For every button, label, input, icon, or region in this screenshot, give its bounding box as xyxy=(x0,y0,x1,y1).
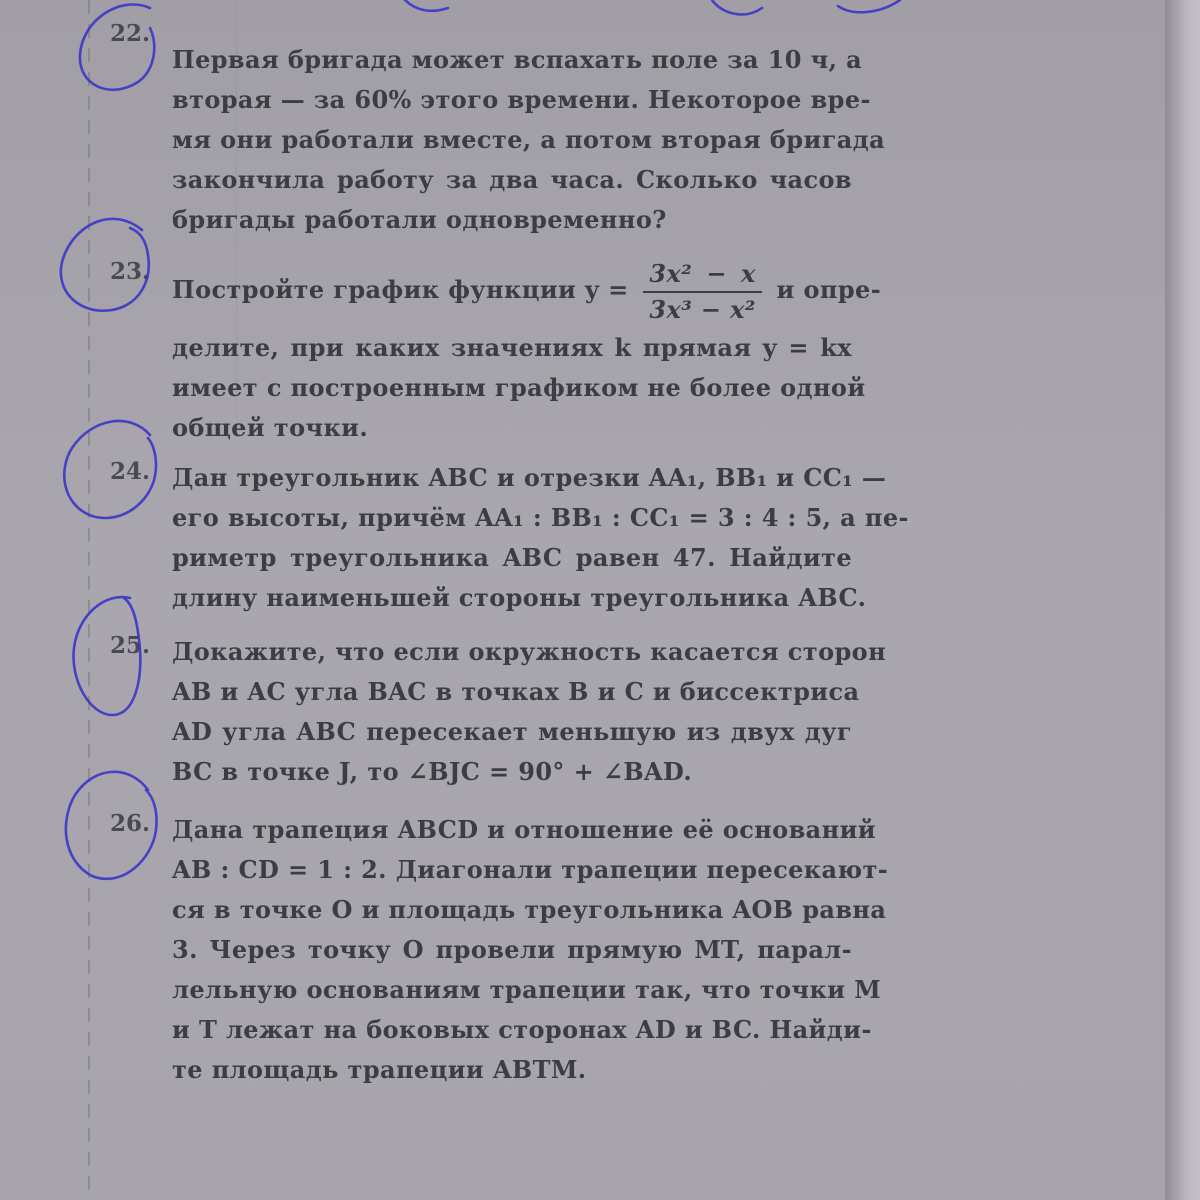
problem-number: 23. xyxy=(110,258,151,285)
text-line: имеет с построенным графиком не более одной xyxy=(172,373,866,402)
text-after-fraction: и опре- xyxy=(776,275,882,304)
problem-text xyxy=(172,632,887,792)
margin-rule xyxy=(88,0,90,1200)
pen-stroke-top-1 xyxy=(405,0,448,11)
problem-number: 24. xyxy=(110,458,151,485)
problem-25 xyxy=(110,632,887,792)
problem-text xyxy=(172,458,909,618)
problem-22 xyxy=(110,20,886,234)
text-line: Докажите, что если окружность касается сторон xyxy=(172,637,887,666)
pen-stroke-top-2 xyxy=(712,0,762,14)
text-line: те площадь трапеции ABTM. xyxy=(172,1055,587,1084)
text-line: общей точки. xyxy=(172,413,369,442)
text-line: Дана трапеция ABCD и отношение её оснований xyxy=(172,815,876,844)
problem-number: 22. xyxy=(110,20,151,47)
problem-number: 25. xyxy=(110,632,151,659)
pen-stroke-top-3 xyxy=(838,0,900,12)
problem-26 xyxy=(110,810,889,1100)
fraction-denominator: 3x³ − x² xyxy=(649,294,756,324)
problem-24 xyxy=(110,458,909,618)
underlying-page-edge xyxy=(1165,0,1200,1200)
fraction-numerator: 3x² − x xyxy=(643,257,761,293)
text-line: AD угла ABC пересекает меньшую из двух дуг xyxy=(172,717,852,746)
text-line: лельную основаниям трапеции так, что точки M xyxy=(172,975,882,1004)
text-line: его высоты, причём AA₁ : BB₁ : CC₁ = 3 : 4 : 5, а пе- xyxy=(172,503,909,532)
text-line: мя они работали вместе, а потом вторая бригада xyxy=(172,125,886,154)
text-line: Дан треугольник ABC и отрезки AA₁, BB₁ и CC₁ — xyxy=(172,463,887,492)
function-fraction xyxy=(643,257,761,327)
problem-number: 26. xyxy=(110,810,151,837)
problem-23 xyxy=(110,252,880,442)
text-line: AB и AC угла BAC в точках B и C и биссектриса xyxy=(172,677,860,706)
text-line: вторая — за 60% этого времени. Некоторое вре- xyxy=(172,85,871,114)
text-line: длину наименьшей стороны треугольника ABC. xyxy=(172,583,867,612)
text-line: AB : CD = 1 : 2. Диагонали трапеции пересекают- xyxy=(172,855,889,884)
text-line: и T лежат на боковых сторонах AD и BC. Найди- xyxy=(172,1015,872,1044)
text-line: закончила работу за два часа. Сколько часов xyxy=(172,165,852,194)
text-line: 3. Через точку O провели прямую MT, парал- xyxy=(172,935,852,964)
problem-text xyxy=(172,252,882,448)
text-line: ся в точке O и площадь треугольника AOB равна xyxy=(172,895,887,924)
problem-text xyxy=(172,810,889,1090)
text-line: BC в точке J, то ∠BJC = 90° + ∠BAD. xyxy=(172,757,693,786)
text-line: бригады работали одновременно? xyxy=(172,205,667,234)
text-line-with-fraction xyxy=(172,252,882,328)
text-before-fraction: Постройте график функции y = xyxy=(172,275,629,304)
text-line: риметр треугольника ABC равен 47. Найдите xyxy=(172,543,852,572)
text-line: делите, при каких значениях k прямая y = kx xyxy=(172,333,852,362)
text-line: Первая бригада может вспахать поле за 10 ч, а xyxy=(172,45,863,74)
problem-text xyxy=(172,40,886,240)
